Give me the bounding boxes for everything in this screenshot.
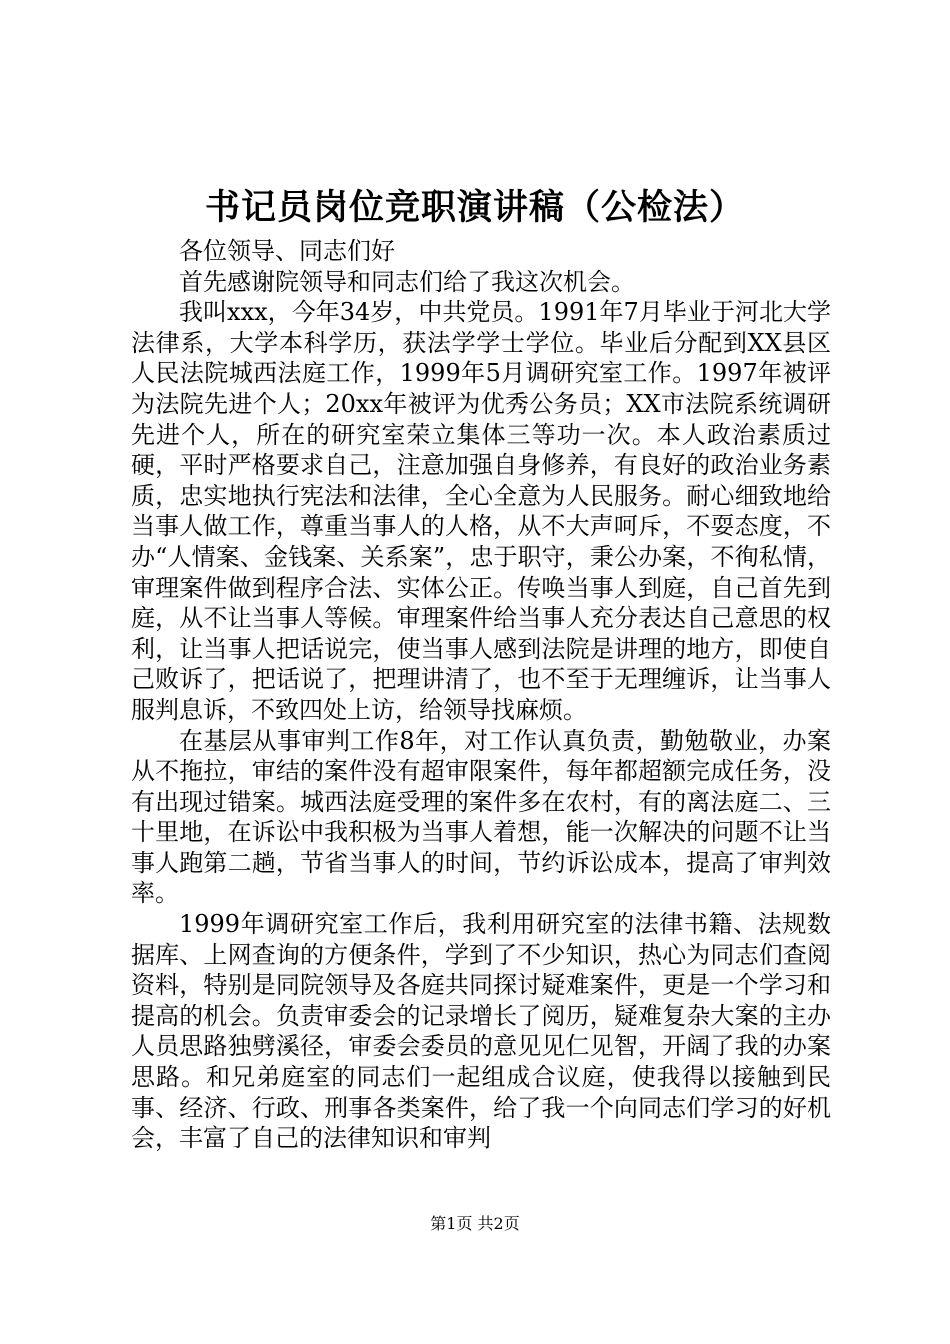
document-body — [131, 236, 831, 1154]
paragraph-thanks: 首先感谢院领导和同志们给了我这次机会。 — [179, 267, 635, 296]
paragraph-greeting: 各位领导、同志们好 — [179, 237, 395, 265]
paragraph-grassroots-work: 在基层从事审判工作8年，对工作认真负责，勤勉敬业，办案从不拖拉，审结的案件没有超审限案件，每年都超额完成任务，没有出现过错案。城西法庭受理的案件多在农村，有的离法庭二、三十里地，在诉讼中我积极为当事人着想，能一次解决的问题不让当事人跑第二趟，节省当事人的时间，节约诉讼成本，提高了审判效率。 — [131, 726, 831, 908]
document-title: 书记员岗位竞职演讲稿（公检法） — [204, 187, 745, 228]
page-number-footer: 第1页 共2页 — [430, 1214, 520, 1233]
paragraph-research-office: 1999年调研究室工作后，我利用研究室的法律书籍、法规数据库、上网查询的方便条件，学到了不少知识，热心为同志们查阅资料，特别是同院领导及各庭共同探讨疑难案件，更是一个学习和提高的机会。负责审委会的记录增长了阅历，疑难复杂大案的主办人员思路独劈溪径，审委会委员的意见见仁见智，开阔了我的办案思路。和兄弟庭室的同志们一起组成合议庭，使我得以接触到民事、经济、行政、刑事各类案件，给了我一个向同志们学习的好机会，丰富了自己的法律知识和审判 — [131, 910, 831, 1153]
paragraph-introduction: 我叫xxx，今年34岁，中共党员。1991年7月毕业于河北大学法律系，大学本科学历，获法学学士学位。毕业后分配到XX县区人民法院城西法庭工作，1999年5月调研究室工作。1997年被评为法院先进个人；20xx年被评为优秀公务员；XX市法院系统调研先进个人，所在的研究室荣立集体三等功一次。本人政治素质过硬，平时严格要求自己，注意加强自身修养，有良好的政治业务素质，忠实地执行宪法和法律，全心全意为人民服务。耐心细致地给当事人做工作，尊重当事人的人格，从不大声呵斥，不耍态度，不办“人情案、金钱案、关系案”，忠于职守，秉公办案，不徇私情，审理案件做到程序合法、实体公正。传唤当事人到庭，自己首先到庭，从不让当事人等候。审理案件给当事人充分表达自己意思的权利，让当事人把话说完，使当事人感到法院是讲理的地方，即使自己败诉了，把话说了，把理讲清了，也不至于无理缠诉，让当事人服判息诉，不致四处上访，给领导找麻烦。 — [131, 298, 831, 724]
